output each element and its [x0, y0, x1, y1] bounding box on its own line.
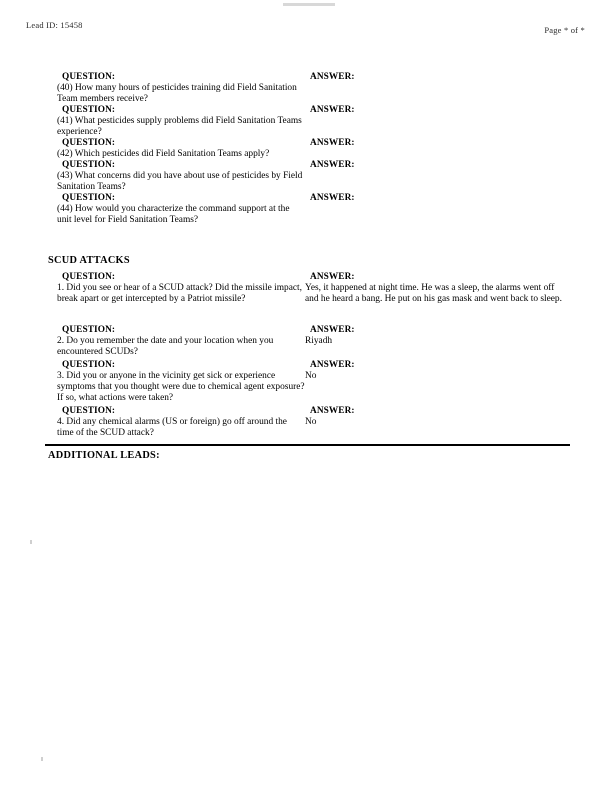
question-label: QUESTION:	[62, 105, 116, 115]
answer-label: ANSWER:	[310, 360, 355, 370]
answer-text: No	[305, 371, 317, 381]
answer-text: No	[305, 417, 317, 427]
qa-label-row	[0, 406, 611, 417]
question-text: 2. Do you remember the date and your location when you encountered SCUDs?	[57, 336, 274, 357]
scan-artifact-mark	[283, 3, 335, 6]
question-label: QUESTION:	[62, 160, 116, 170]
document-header	[0, 20, 611, 34]
answer-label: ANSWER:	[310, 105, 355, 115]
qa-label-row	[0, 272, 611, 283]
qa-label-row	[0, 105, 611, 116]
qa-text-row	[0, 116, 611, 138]
additional-leads-heading: ADDITIONAL LEADS:	[48, 450, 160, 461]
qa-item	[0, 160, 611, 193]
answer-label: ANSWER:	[310, 72, 355, 82]
question-text: 1. Did you see or hear of a SCUD attack? Did the missile impact, break apart or get intercepted by a Patriot missile?	[57, 283, 302, 304]
question-text: 4. Did any chemical alarms (US or foreign) go off around the time of the SCUD attack?	[57, 417, 287, 438]
qa-item	[0, 193, 611, 226]
question-label: QUESTION:	[62, 138, 116, 148]
question-label: QUESTION:	[62, 406, 116, 416]
qa-label-row	[0, 193, 611, 204]
pesticides-question-block	[0, 72, 611, 226]
answer-label: ANSWER:	[310, 193, 355, 203]
question-label: QUESTION:	[62, 193, 116, 203]
question-text: 3. Did you or anyone in the vicinity get sick or experience symptoms that you thought were due to chemical agent exposure? If so, what actions were taken?	[57, 371, 305, 403]
qa-item	[0, 105, 611, 138]
qa-item	[0, 72, 611, 105]
qa-text-row	[0, 336, 611, 358]
section-divider	[45, 444, 570, 446]
qa-text-row	[0, 204, 611, 226]
qa-text-row	[0, 371, 611, 404]
question-text: (44) How would you characterize the command support at the unit level for Field Sanitation Teams?	[57, 204, 290, 225]
question-text: (42) Which pesticides did Field Sanitation Teams apply?	[57, 149, 270, 159]
qa-label-row	[0, 160, 611, 171]
answer-label: ANSWER:	[310, 272, 355, 282]
qa-text-row	[0, 149, 611, 160]
qa-text-row	[0, 283, 611, 316]
lead-id-text: Lead ID: 15458	[26, 20, 83, 30]
qa-label-row	[0, 325, 611, 336]
answer-label: ANSWER:	[310, 325, 355, 335]
qa-label-row	[0, 360, 611, 371]
question-label: QUESTION:	[62, 325, 116, 335]
scud-attacks-heading: SCUD ATTACKS	[48, 255, 130, 266]
qa-item	[0, 138, 611, 160]
document-body	[0, 72, 611, 226]
answer-text: Riyadh	[305, 336, 333, 346]
question-label: QUESTION:	[62, 360, 116, 370]
answer-label: ANSWER:	[310, 406, 355, 416]
qa-text-row	[0, 417, 611, 439]
scan-speck	[41, 757, 43, 761]
answer-label: ANSWER:	[310, 160, 355, 170]
question-text: (41) What pesticides supply problems did Field Sanitation Teams experience?	[57, 116, 302, 137]
scan-speck	[30, 540, 32, 544]
answer-label: ANSWER:	[310, 138, 355, 148]
question-label: QUESTION:	[62, 272, 116, 282]
qa-text-row	[0, 83, 611, 105]
question-text: (40) How many hours of pesticides training did Field Sanitation Team members receive?	[57, 83, 297, 104]
question-label: QUESTION:	[62, 72, 116, 82]
qa-text-row	[0, 171, 611, 193]
qa-label-row	[0, 72, 611, 83]
page-number-text: Page * of *	[544, 25, 585, 35]
question-text: (43) What concerns did you have about use of pesticides by Field Sanitation Teams?	[57, 171, 303, 192]
qa-label-row	[0, 138, 611, 149]
answer-text: Yes, it happened at night time. He was a sleep, the alarms went off and he heard a bang. He put on his gas mask and went back to sleep.	[305, 283, 562, 304]
